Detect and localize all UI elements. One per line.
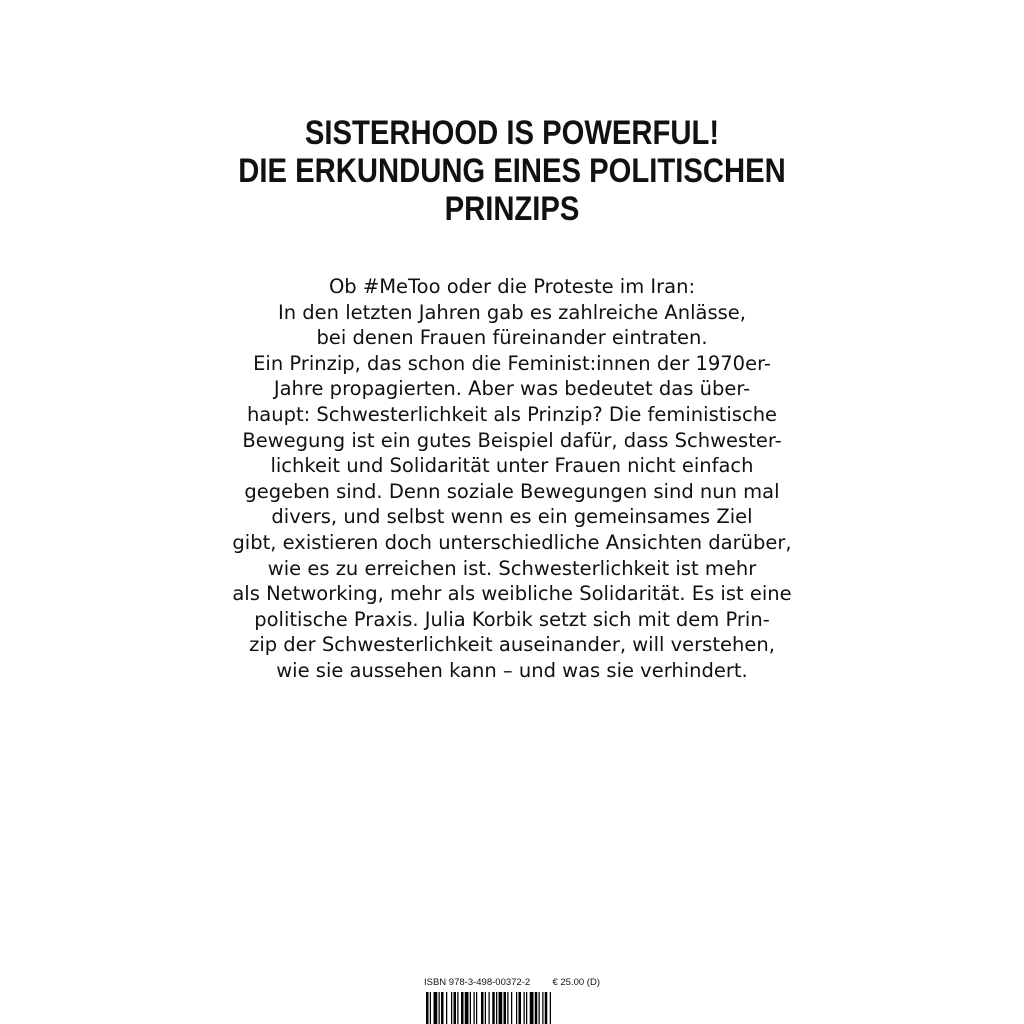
blurb-line: gegeben sind. Denn soziale Bewegungen sind nun mal: [244, 479, 780, 503]
barcode-bar: [441, 992, 444, 1024]
barcode-bar: [430, 992, 431, 1024]
barcode-block: [424, 976, 600, 1024]
barcode-bar: [476, 992, 477, 1024]
blurb-line: Ob #MeToo oder die Proteste im Iran:: [328, 275, 696, 298]
blurb-text: [0, 274, 1024, 684]
barcode-bar: [434, 992, 438, 1024]
barcode-bar: [492, 992, 495, 1024]
barcode-bar: [535, 992, 538, 1024]
barcode-bar: [451, 992, 452, 1024]
headline-line: SISTERHOOD IS POWERFUL!: [304, 114, 720, 152]
barcode-bar: [519, 992, 522, 1024]
headline: [72, 114, 953, 228]
barcode-bar: [511, 992, 512, 1024]
barcode-bar: [426, 992, 429, 1024]
barcode-bar: [524, 992, 525, 1024]
blurb-line: Bewegung ist ein gutes Beispiel dafür, dass Schwester-: [242, 428, 782, 452]
barcode-bar: [474, 992, 475, 1024]
barcode-bar: [457, 992, 458, 1024]
blurb-line: als Networking, mehr als weibliche Solidarität. Es ist eine: [232, 582, 792, 606]
barcode-bar: [530, 992, 534, 1024]
barcode-bar: [485, 992, 486, 1024]
barcode-bar: [489, 992, 490, 1024]
barcode-bar: [539, 992, 540, 1024]
blurb-line: zip der Schwesterlichkeit auseinander, will verstehen,: [249, 633, 775, 657]
barcode-bar: [439, 992, 440, 1024]
isbn-number: ISBN 978-3-498-00372-2: [424, 977, 531, 988]
blurb-line: divers, und selbst wenn es ein gemeinsames Ziel: [271, 505, 753, 529]
barcode-bar: [504, 992, 507, 1024]
barcode-bar: [496, 992, 497, 1024]
blurb-line: Jahre propagierten. Aber was bedeutet das über-: [273, 377, 751, 401]
blurb-line: haupt: Schwesterlichkeit als Prinzip? Die feministische: [246, 402, 778, 426]
headline-line: PRINZIPS: [444, 190, 580, 228]
barcode-bar: [545, 992, 548, 1024]
barcode-bar: [446, 992, 447, 1024]
blurb-line: gibt, existieren doch unterschiedliche Ansichten darüber,: [232, 530, 792, 554]
blurb-line: In den letzten Jahren gab es zahlreiche Anlässe,: [277, 300, 747, 324]
isbn-row: [424, 976, 600, 990]
barcode-bar: [507, 992, 508, 1024]
barcode-bar: [550, 992, 551, 1024]
blurb-line: lichkeit und Solidarität unter Frauen nicht einfach: [270, 454, 754, 478]
blurb-line: wie sie aussehen kann – und was sie verhindert.: [276, 658, 748, 682]
barcode-bar: [526, 992, 527, 1024]
barcode-bar: [470, 992, 471, 1024]
blurb-line: Ein Prinzip, das schon die Feminist:innen der 1970er-: [253, 351, 771, 375]
barcode-bar: [481, 992, 484, 1024]
barcode-bar: [461, 992, 464, 1024]
barcode-bar: [499, 992, 503, 1024]
barcode-bar: [465, 992, 469, 1024]
headline-line: DIE ERKUNDUNG EINES POLITISCHEN: [238, 152, 786, 190]
barcode-bar: [454, 992, 457, 1024]
barcode-bar: [542, 992, 543, 1024]
blurb-line: wie es zu erreichen ist. Schwesterlichkeit ist mehr: [267, 556, 757, 580]
price-label: € 25.00 (D): [552, 977, 600, 988]
barcode-bar: [516, 992, 517, 1024]
blurb-line: politische Praxis. Julia Korbik setzt sich mit dem Prin-: [254, 607, 770, 631]
blurb-line: bei denen Frauen füreinander eintraten.: [316, 326, 708, 350]
barcode-graphic: [424, 992, 600, 1024]
